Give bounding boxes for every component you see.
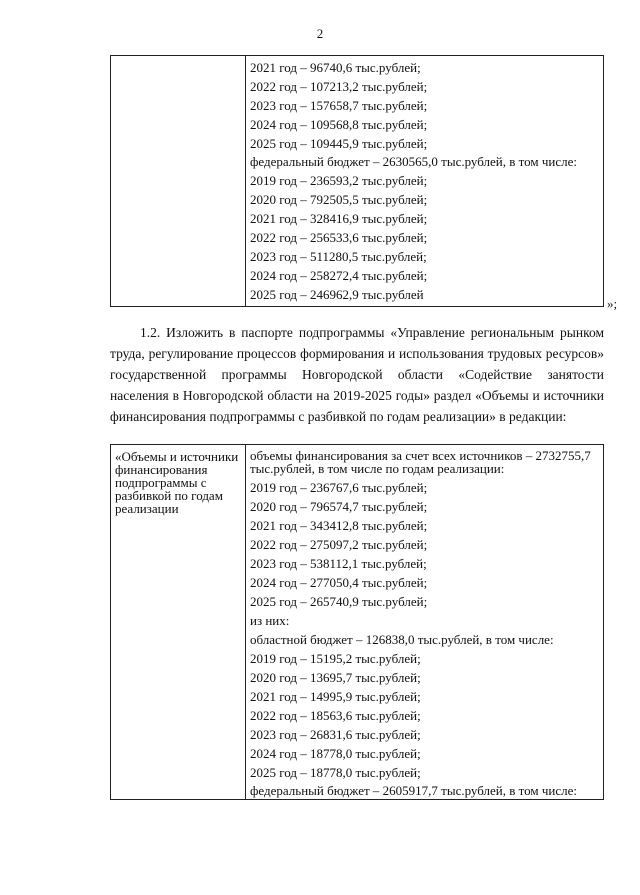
financing-line: 2022 год – 256533,6 тыс.рублей; xyxy=(250,230,428,245)
financing-table-continuation xyxy=(110,55,604,307)
table-left-cell-empty xyxy=(111,56,246,307)
table-right-cell xyxy=(246,56,604,307)
financing-line: 2022 год – 275097,2 тыс.рублей; xyxy=(250,537,428,552)
table-row xyxy=(111,445,604,800)
financing-line: 2019 год – 15195,2 тыс.рублей; xyxy=(250,651,421,666)
financing-line: 2020 год – 792505,5 тыс.рублей; xyxy=(250,192,428,207)
financing-line: 2023 год – 538112,1 тыс.рублей; xyxy=(250,556,427,571)
financing-line-total: объемы финансирования за счет всех источников – 2732755,7 тыс.рублей, в том числе по годам реализации: xyxy=(250,448,591,476)
financing-line: 2024 год – 258272,4 тыс.рублей; xyxy=(250,268,428,283)
financing-line: 2021 год – 96740,6 тыс.рублей; xyxy=(250,60,421,75)
financing-line: 2019 год – 236767,6 тыс.рублей; xyxy=(250,480,428,495)
financing-line: 2023 год – 511280,5 тыс.рублей; xyxy=(250,249,427,264)
financing-line: 2023 год – 157658,7 тыс.рублей; xyxy=(250,98,428,113)
financing-line: 2024 год – 109568,8 тыс.рублей; xyxy=(250,117,428,132)
financing-line: 2024 год – 18778,0 тыс.рублей; xyxy=(250,746,421,761)
financing-line: 2025 год – 109445,9 тыс.рублей; xyxy=(250,136,428,151)
financing-line: 2025 год – 265740,9 тыс.рублей; xyxy=(250,594,428,609)
page-number: 2 xyxy=(316,26,324,41)
financing-line: 2021 год – 343412,8 тыс.рублей; xyxy=(250,518,428,533)
table-right-cell xyxy=(246,445,604,800)
financing-line-federal: федеральный бюджет – 2605917,7 тыс.рублей, в том числе: xyxy=(250,783,578,798)
financing-line: 2025 год – 246962,9 тыс.рублей xyxy=(250,287,424,302)
table-row xyxy=(111,56,604,307)
financing-line: 2019 год – 236593,2 тыс.рублей; xyxy=(250,173,428,188)
financing-line: 2023 год – 26831,6 тыс.рублей; xyxy=(250,727,421,742)
financing-table-new xyxy=(110,444,604,800)
financing-line: 2020 год – 796574,7 тыс.рублей; xyxy=(250,499,428,514)
financing-line: 2020 год – 13695,7 тыс.рублей; xyxy=(250,670,421,685)
closing-quote: »; xyxy=(607,296,618,311)
financing-line: 2021 год – 14995,9 тыс.рублей; xyxy=(250,689,421,704)
financing-line: из них: xyxy=(250,613,290,628)
financing-line: 2024 год – 277050,4 тыс.рублей; xyxy=(250,575,428,590)
financing-line: 2025 год – 18778,0 тыс.рублей; xyxy=(250,765,421,780)
financing-line: 2022 год – 18563,6 тыс.рублей; xyxy=(250,708,421,723)
financing-line: 2022 год – 107213,2 тыс.рублей; xyxy=(250,79,428,94)
amendment-paragraph: 1.2. Изложить в паспорте подпрограммы «Управление региональным рынком труда, регулирование процессов формирования и использования трудовых ресурсов» государственной программы Новгородской области «Содействие занятости населения в Новгородской области на 2019-2025 годы» раздел «Объемы и источники финансирования подпрограммы с разбивкой по годам реализации» в редакции: xyxy=(110,325,604,424)
financing-line-federal: федеральный бюджет – 2630565,0 тыс.рублей, в том числе: xyxy=(250,154,578,169)
financing-line: областной бюджет – 126838,0 тыс.рублей, в том числе: xyxy=(250,632,554,647)
table-left-cell-heading: «Объемы и источники финансирования подпрограммы с разбивкой по годам реализации xyxy=(111,445,246,800)
financing-line: 2021 год – 328416,9 тыс.рублей; xyxy=(250,211,428,226)
